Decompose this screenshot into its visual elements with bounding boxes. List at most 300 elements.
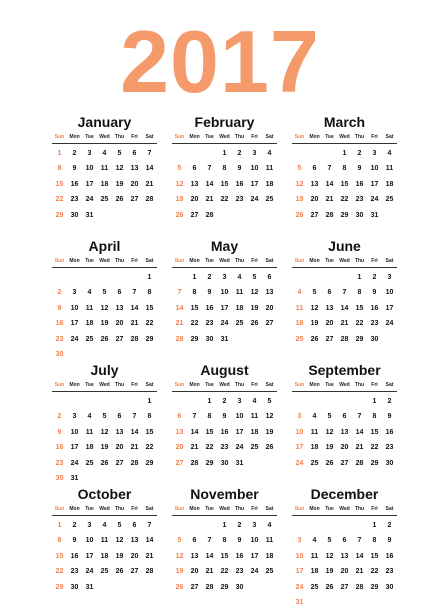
day-cell: 10 [70,428,79,436]
day-cell: 10 [85,537,94,545]
day-cell: 18 [250,428,259,436]
day-cell: 16 [70,180,79,188]
day-cell: 26 [100,459,109,467]
day-cell: 21 [340,320,349,328]
day-cell: 8 [222,165,227,173]
day-cell: 5 [297,165,302,173]
day-cell: 6 [342,413,347,421]
day-cell: 7 [147,150,152,157]
day-cell: 5 [252,274,257,281]
day-cell: 25 [85,335,94,343]
month-october [52,482,157,606]
weekday-label: Tue [325,506,334,512]
weekday-header [292,505,397,516]
weekday-label: Sun [54,134,65,140]
day-cell: 11 [100,537,109,545]
weekday-label: Fri [371,258,378,264]
day-cell: 25 [100,196,109,204]
day-cell: 22 [220,196,229,204]
day-cell: 6 [342,537,347,545]
day-cell: 23 [70,196,79,204]
day-cell: 1 [342,150,347,157]
day-cell: 15 [370,428,379,436]
day-blank [292,518,307,533]
day-cell: 29 [370,459,379,467]
day-cell: 11 [250,413,259,421]
day-cell: 21 [355,568,364,576]
day-cell: 24 [235,444,244,452]
day-cell: 21 [205,196,214,204]
day-cell: 10 [220,289,229,297]
day-cell: 10 [250,537,259,545]
day-cell: 2 [372,274,377,281]
day-cell: 20 [115,320,124,328]
day-cell: 10 [385,289,394,297]
day-cell: 8 [342,165,347,173]
day-cell: 5 [102,289,107,297]
weekday-label: Sun [174,506,185,512]
day-cell: 28 [190,459,199,467]
day-cell: 8 [357,289,362,297]
day-cell: 3 [237,398,242,405]
day-cell: 15 [55,552,64,560]
month-september [292,358,397,482]
day-cell: 2 [387,398,392,405]
day-cell: 3 [222,274,227,281]
day-cell: 4 [252,398,257,405]
day-cell: 11 [85,304,94,312]
day-blank [322,146,337,161]
weekday-label: Thu [354,134,365,140]
day-cell: 12 [325,428,334,436]
weekday-label: Fri [371,134,378,140]
day-cell: 4 [102,150,107,157]
month-may [172,234,277,358]
day-blank [202,518,217,533]
day-cell: 24 [85,568,94,576]
weekday-header [52,133,157,144]
day-blank [337,394,352,409]
weekday-header [52,505,157,516]
day-cell: 13 [115,304,124,312]
weekday-label: Thu [234,382,245,388]
weekday-label: Wed [339,506,350,512]
day-cell: 9 [72,165,77,173]
day-cell: 28 [355,583,364,591]
day-cell: 10 [85,165,94,173]
day-cell: 1 [372,398,377,405]
day-cell: 11 [310,552,319,560]
day-cell: 17 [85,552,94,560]
day-cell: 4 [312,537,317,545]
weekday-label: Tue [205,134,214,140]
day-cell: 31 [70,474,79,482]
day-cell: 20 [115,444,124,452]
day-cell: 11 [235,289,244,297]
day-cell: 7 [357,537,362,545]
weekday-label: Mon [189,506,200,512]
day-cell: 31 [295,598,304,606]
day-blank [172,146,187,161]
day-blank [67,394,82,409]
day-cell: 7 [192,413,197,421]
weekday-label: Mon [189,258,200,264]
day-grid [52,394,157,486]
day-cell: 14 [145,537,154,545]
day-cell: 22 [145,444,154,452]
day-cell: 3 [387,274,392,281]
weekday-label: Mon [69,134,80,140]
day-cell: 6 [267,274,272,281]
day-cell: 23 [55,335,64,343]
day-cell: 11 [295,304,304,312]
day-cell: 14 [175,304,184,312]
day-cell: 29 [370,583,379,591]
day-cell: 9 [237,165,242,173]
day-cell: 3 [372,150,377,157]
weekday-label: Sat [145,258,154,264]
day-cell: 15 [340,180,349,188]
day-cell: 23 [370,320,379,328]
day-cell: 30 [55,474,64,482]
day-cell: 26 [295,211,304,219]
day-cell: 14 [130,304,139,312]
day-cell: 15 [145,304,154,312]
day-cell: 29 [190,335,199,343]
day-blank [322,518,337,533]
day-cell: 8 [147,413,152,421]
day-cell: 11 [265,537,274,545]
day-cell: 13 [115,428,124,436]
day-cell: 22 [220,568,229,576]
day-cell: 8 [207,413,212,421]
day-cell: 31 [235,459,244,467]
day-cell: 17 [70,444,79,452]
day-cell: 30 [220,459,229,467]
day-cell: 19 [325,568,334,576]
day-cell: 15 [220,180,229,188]
weekday-label: Sun [54,506,65,512]
weekday-header [172,381,277,392]
day-cell: 19 [250,304,259,312]
weekday-label: Mon [309,382,320,388]
day-cell: 14 [340,304,349,312]
day-cell: 21 [190,444,199,452]
day-cell: 24 [70,459,79,467]
weekday-label: Fri [251,258,258,264]
day-grid [52,518,157,595]
weekday-label: Fri [131,506,138,512]
day-cell: 3 [87,150,92,157]
day-cell: 11 [385,165,394,173]
month-title: April [88,238,121,254]
weekday-label: Mon [69,258,80,264]
day-cell: 7 [207,165,212,173]
day-cell: 4 [102,522,107,529]
day-cell: 24 [385,320,394,328]
day-cell: 31 [85,583,94,591]
day-cell: 23 [55,459,64,467]
day-cell: 1 [207,398,212,405]
day-cell: 13 [190,552,199,560]
day-cell: 5 [117,522,122,529]
day-cell: 18 [310,568,319,576]
day-cell: 2 [387,522,392,529]
day-cell: 25 [295,335,304,343]
day-cell: 29 [145,335,154,343]
day-cell: 5 [102,413,107,421]
day-cell: 1 [222,150,227,157]
day-blank [292,146,307,161]
day-cell: 4 [267,150,272,157]
weekday-header [52,257,157,268]
day-cell: 14 [205,552,214,560]
day-cell: 14 [205,180,214,188]
day-cell: 6 [132,522,137,529]
weekday-label: Fri [251,506,258,512]
day-cell: 23 [385,444,394,452]
day-cell: 10 [70,304,79,312]
day-cell: 13 [340,428,349,436]
day-cell: 1 [57,150,62,157]
day-cell: 17 [250,552,259,560]
day-cell: 28 [355,459,364,467]
day-cell: 11 [310,428,319,436]
day-cell: 4 [387,150,392,157]
day-cell: 30 [70,583,79,591]
day-cell: 25 [265,568,274,576]
day-cell: 18 [310,444,319,452]
day-cell: 2 [207,274,212,281]
day-cell: 21 [130,444,139,452]
day-cell: 17 [85,180,94,188]
weekday-label: Wed [219,506,230,512]
day-cell: 3 [72,289,77,297]
weekday-label: Sat [145,506,154,512]
day-blank [97,270,112,285]
day-cell: 20 [340,568,349,576]
day-cell: 20 [310,196,319,204]
day-cell: 3 [72,413,77,421]
day-grid [172,146,277,223]
day-cell: 17 [385,304,394,312]
day-cell: 22 [340,196,349,204]
day-cell: 12 [115,165,124,173]
day-cell: 19 [115,552,124,560]
month-november [172,482,277,606]
weekday-label: Tue [205,382,214,388]
day-cell: 1 [147,274,152,281]
month-title: January [77,114,132,130]
day-cell: 23 [355,196,364,204]
month-december [292,482,397,606]
day-blank [127,270,142,285]
day-cell: 23 [235,196,244,204]
day-cell: 2 [357,150,362,157]
day-cell: 27 [265,320,274,328]
day-cell: 26 [310,335,319,343]
day-cell: 5 [177,165,182,173]
day-cell: 27 [340,459,349,467]
day-cell: 6 [177,413,182,421]
day-cell: 22 [145,320,154,328]
day-blank [112,270,127,285]
day-cell: 8 [222,537,227,545]
day-cell: 16 [70,552,79,560]
day-blank [322,270,337,285]
weekday-label: Sun [294,134,305,140]
day-blank [307,394,322,409]
weekday-label: Sat [145,134,154,140]
day-cell: 14 [355,428,364,436]
day-cell: 1 [222,522,227,529]
day-cell: 28 [130,459,139,467]
day-cell: 15 [190,304,199,312]
weekday-label: Wed [99,134,110,140]
weekday-label: Tue [85,506,94,512]
day-cell: 7 [342,289,347,297]
day-cell: 8 [372,413,377,421]
day-cell: 17 [70,320,79,328]
day-cell: 18 [385,180,394,188]
day-cell: 12 [310,304,319,312]
weekday-label: Sat [265,506,274,512]
day-cell: 15 [355,304,364,312]
day-cell: 13 [340,552,349,560]
day-cell: 26 [175,583,184,591]
day-cell: 18 [295,320,304,328]
day-cell: 13 [325,304,334,312]
day-cell: 21 [145,552,154,560]
day-cell: 28 [340,335,349,343]
day-blank [172,270,187,285]
weekday-label: Wed [339,258,350,264]
weekday-label: Wed [339,382,350,388]
year-title: 2017 [120,12,320,111]
day-cell: 17 [295,568,304,576]
day-cell: 31 [370,211,379,219]
month-title: February [194,114,255,130]
weekday-label: Tue [325,134,334,140]
weekday-label: Tue [205,506,214,512]
day-cell: 20 [340,444,349,452]
day-cell: 8 [372,537,377,545]
day-cell: 22 [355,320,364,328]
day-cell: 6 [117,413,122,421]
day-grid [172,394,277,471]
day-blank [202,146,217,161]
day-cell: 30 [385,583,394,591]
weekday-label: Tue [205,258,214,264]
day-cell: 29 [205,459,214,467]
day-cell: 17 [250,180,259,188]
month-july [52,358,157,482]
day-cell: 15 [205,428,214,436]
day-cell: 21 [145,180,154,188]
weekday-label: Sun [54,258,65,264]
day-cell: 16 [55,444,64,452]
month-june [292,234,397,358]
weekday-label: Tue [85,134,94,140]
day-cell: 21 [325,196,334,204]
day-cell: 21 [355,444,364,452]
day-blank [112,394,127,409]
day-cell: 27 [190,583,199,591]
day-blank [352,518,367,533]
day-cell: 25 [265,196,274,204]
weekday-label: Sat [145,382,154,388]
day-cell: 16 [205,304,214,312]
day-cell: 30 [370,335,379,343]
day-cell: 13 [130,537,139,545]
day-cell: 30 [385,459,394,467]
day-cell: 18 [265,180,274,188]
day-cell: 18 [265,552,274,560]
day-cell: 19 [265,428,274,436]
day-cell: 28 [205,211,214,219]
day-cell: 12 [175,180,184,188]
day-cell: 27 [310,211,319,219]
day-cell: 15 [370,552,379,560]
weekday-label: Tue [85,258,94,264]
day-cell: 13 [190,180,199,188]
day-cell: 5 [327,413,332,421]
day-cell: 25 [85,459,94,467]
day-cell: 2 [237,150,242,157]
day-cell: 10 [235,413,244,421]
weekday-label: Thu [114,506,125,512]
weekday-label: Mon [189,134,200,140]
weekday-label: Fri [371,382,378,388]
day-blank [172,394,187,409]
day-cell: 30 [235,583,244,591]
day-blank [307,270,322,285]
day-cell: 28 [130,335,139,343]
day-cell: 25 [100,568,109,576]
weekday-label: Wed [219,382,230,388]
day-cell: 22 [55,196,64,204]
day-blank [82,270,97,285]
day-cell: 26 [115,196,124,204]
day-cell: 25 [310,459,319,467]
day-blank [337,518,352,533]
weekday-label: Thu [234,258,245,264]
day-cell: 29 [55,583,64,591]
day-cell: 19 [100,320,109,328]
day-grid [172,518,277,595]
day-grid [172,270,277,347]
weekday-label: Tue [325,382,334,388]
weekday-label: Sun [54,382,65,388]
day-cell: 19 [310,320,319,328]
day-cell: 16 [220,428,229,436]
weekday-label: Sun [174,258,185,264]
day-cell: 9 [372,289,377,297]
day-cell: 3 [297,413,302,421]
weekday-label: Mon [69,506,80,512]
day-cell: 29 [355,335,364,343]
day-cell: 24 [85,196,94,204]
day-cell: 17 [295,444,304,452]
weekday-label: Sat [265,258,274,264]
day-cell: 9 [57,304,62,312]
day-cell: 12 [100,428,109,436]
day-grid [52,146,157,223]
day-cell: 12 [100,304,109,312]
day-cell: 1 [357,274,362,281]
day-cell: 10 [250,165,259,173]
day-cell: 25 [310,583,319,591]
